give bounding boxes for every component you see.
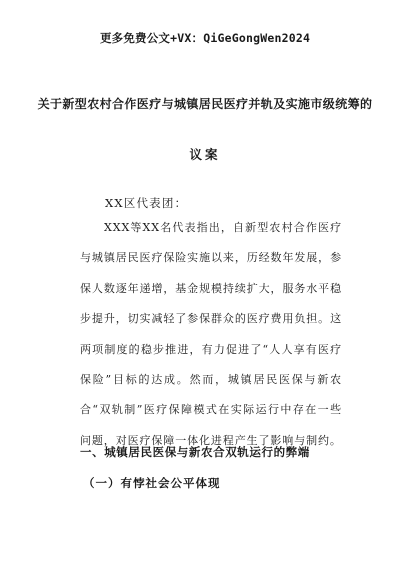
document-title-continuation: 议案	[189, 147, 221, 162]
promo-header: 更多免费公文+VX：QiGeGongWen2024	[99, 31, 311, 45]
body-paragraph: XXX等XX名代表指出，自新型农村合作医疗与城镇居民医疗保险实施以来，历经数年发展，参保人数逐年递增，基金规模持续扩大，服务水平稳步提升，切实减轻了参保群众的医疗费用负担。这两项制度的稳步推进，有力促进了“人人享有医疗保险”目标的达成。然而，城镇居民医保与新农合“双轨制”医疗保障模式在实际运行中存在一些问题，对医疗保障一体化进程产生了影响与制约。	[80, 221, 342, 447]
document-title: 关于新型农村合作医疗与城镇居民医疗并轨及实施市级统筹的	[37, 97, 373, 111]
salutation: XX区代表团：	[105, 196, 188, 210]
subsection-heading: （一）有悖社会公平体现	[83, 476, 221, 490]
section-heading: 一、城镇居民医保与新农合双轨运行的弊端	[80, 445, 310, 459]
